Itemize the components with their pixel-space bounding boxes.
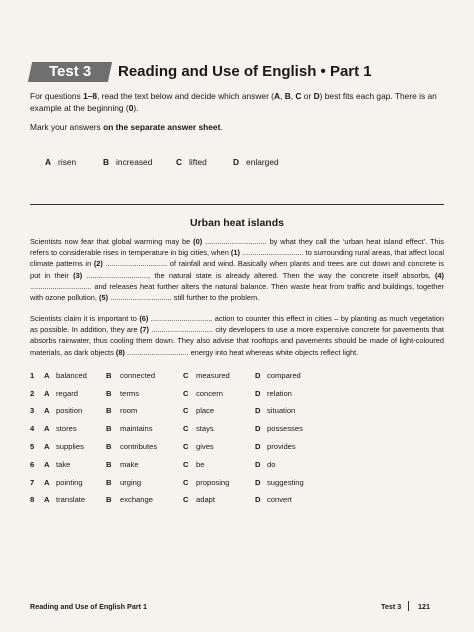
- question-row: 4 A stores B maintains C stays D possesses: [30, 424, 303, 433]
- instructions: For questions 1–8, read the text below and decide which answer (A, B, C or D) best fits each gap. There is an example at the beginning (0).: [30, 91, 437, 113]
- passage-paragraph-2: Scientists claim it is important to (6) .............................. action to counter this effect in cities – by planting as much vegetation as possible. In addition, they are (7) .............................. city developers to use a more expensive concrete for pavements that absorbs rainwater, thus cooling them down. They also advise that rooftops and pavements should be made of light-coloured materials, as dark objects (8) .............................. energy into heat whereas white objects reflect light.: [30, 314, 444, 357]
- passage-title: Urban heat islands: [190, 217, 284, 229]
- question-row: 1 A balanced B connected C measured D compared: [30, 371, 301, 380]
- footer-section-label: Reading and Use of English Part 1: [30, 602, 148, 611]
- page-title: Reading and Use of English • Part 1: [118, 63, 372, 80]
- passage-paragraph-1: Scientists now fear that global warming may be (0) .............................. by what they call the ‘urban heat island effect’. This refers to considerable rises in temperature in big cities, when (1) .............................. to surrounding rural areas, that affect local climate patterns in (2) .............................. of rainfall and wind. Basically when plants and trees are cut down and concrete is put in their (3) .............................., the natural state is already altered. Then the way the concrete itself absorbs, (4) .............................. and releases heat further alters the natural balance. Then waste heat from traffic and buildings, together with ozone pollution, (5) .............................. still further to the problem.: [30, 237, 444, 303]
- question-row: 2 A regard B terms C concern D relation: [30, 389, 292, 398]
- section-divider: [30, 204, 444, 205]
- footer-test-label: Test 3: [381, 602, 402, 611]
- question-row: 7 A pointing B urging C proposing D suggesting: [30, 478, 304, 487]
- question-row: 3 A position B room C place D situation: [30, 406, 296, 415]
- question-row: 8 A translate B exchange C adapt D convert: [30, 495, 292, 504]
- question-row: 6 A take B make C be D do: [30, 460, 276, 469]
- test-badge: Test 3: [28, 62, 112, 82]
- footer-separator: [408, 601, 409, 611]
- example-options: A risen B increased C lifted D enlarged: [45, 157, 279, 167]
- mark-answers-note: Mark your answers on the separate answer sheet.: [30, 122, 223, 132]
- page-number: 121: [418, 602, 430, 611]
- question-row: 5 A supplies B contributes C gives D provides: [30, 442, 296, 451]
